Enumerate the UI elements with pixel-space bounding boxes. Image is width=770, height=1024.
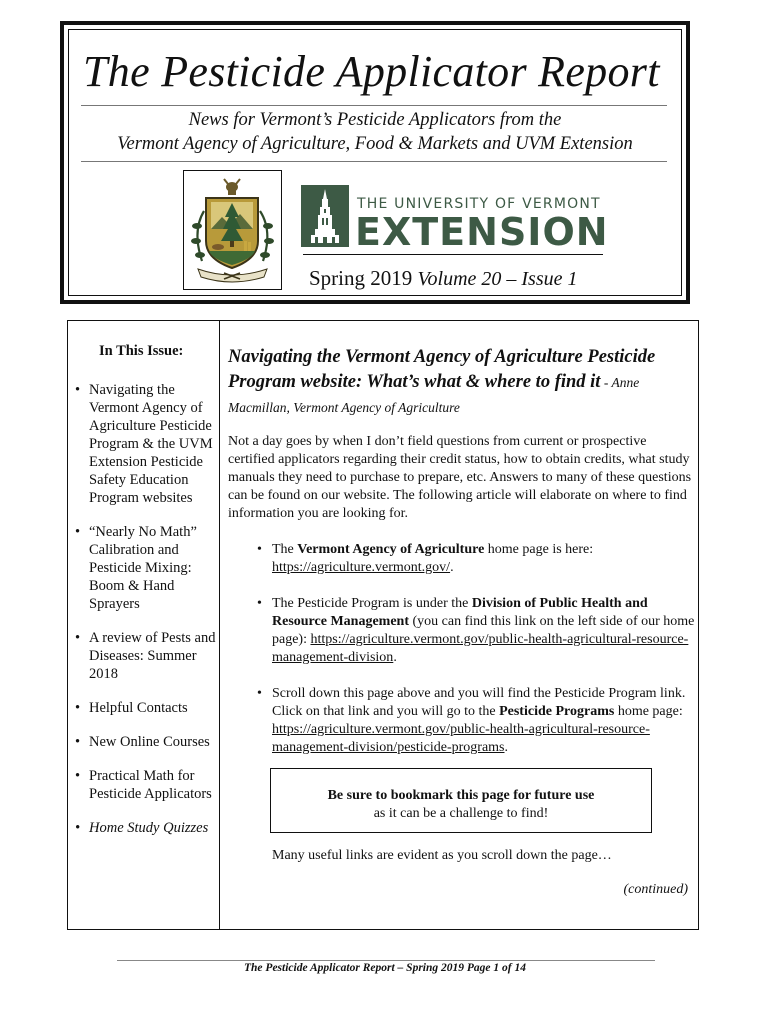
article-title-text: Navigating the Vermont Agency of Agriculture Pesticide Program website: What’s what & where to find it: [228, 347, 656, 392]
bullet2-text: The Pesticide Program is under the: [272, 596, 472, 611]
toc-item-practical-math: • Practical Math for Pesticide Applicators: [72, 767, 218, 803]
newsletter-title: The Pesticide Applicator Report: [83, 47, 660, 96]
callout-text: as it can be a challenge to find!: [373, 806, 549, 821]
toc-list: [72, 381, 218, 853]
toc-title: In This Issue:: [99, 343, 184, 359]
article-title: [228, 345, 694, 421]
subtitle-rule: [81, 161, 667, 162]
bullet3-text-after: home page:: [614, 704, 683, 719]
bullet1-text: The: [272, 542, 298, 557]
bullet-division: [272, 595, 696, 667]
bookmark-callout: [270, 768, 652, 833]
logo-rule: [303, 254, 603, 255]
subtitle-line-1: News for Vermont’s Pesticide Applicators from the: [188, 110, 562, 130]
uvm-logo-main-text: EXTENSION: [355, 210, 609, 254]
bullet2-end: .: [393, 650, 397, 665]
toc-item-nearly-no-math: • “Nearly No Math” Calibration and Pesticide Mixing: Boom & Hand Sprayers: [72, 523, 218, 613]
bullet2-text-after: (you can find this link on the left side of our home page):: [272, 614, 695, 647]
bullet-pesticide-programs: [272, 685, 696, 757]
bullet1-end: .: [450, 560, 454, 575]
toc-item-home-study: • Home Study Quizzes: [72, 819, 218, 837]
bullet2-bold: Division of Public Health and Resource Management: [272, 596, 648, 629]
masthead: [60, 21, 690, 304]
bullet3-bold: Pesticide Programs: [499, 704, 615, 719]
vermont-seal-image: [183, 170, 282, 290]
link-division-page[interactable]: https://agriculture.vermont.gov/public-health-agricultural-resource-management-division: [272, 632, 689, 665]
toc-item-pests-review: • A review of Pests and Diseases: Summer 2018: [72, 629, 218, 683]
subtitle-line-2: Vermont Agency of Agriculture, Food & Markets and UVM Extension: [117, 134, 633, 154]
toc-item-online-courses: • New Online Courses: [72, 733, 218, 751]
issue-line: [309, 266, 578, 291]
bullet1-bold: Vermont Agency of Agriculture: [297, 542, 485, 557]
vermont-seal-icon: [184, 171, 281, 289]
scroll-note: Many useful links are evident as you scroll down the page…: [272, 848, 612, 863]
content-box: [67, 320, 699, 930]
callout-bold-text: Be sure to bookmark this page for future use: [327, 788, 595, 803]
continued-label: (continued): [623, 882, 688, 897]
column-divider: [219, 321, 220, 929]
uvm-logo-top-text: THE UNIVERSITY OF VERMONT: [357, 196, 601, 212]
issue-season: Spring 2019: [309, 266, 413, 290]
article-author: - Anne Macmillan, Vermont Agency of Agriculture: [228, 374, 640, 415]
title-rule: [81, 105, 667, 106]
link-pesticide-programs[interactable]: https://agriculture.vermont.gov/public-health-agricultural-resource-management-division/pesticide-programs: [272, 722, 650, 755]
article-intro: Not a day goes by when I don’t field questions from current or prospective certified applicators regarding their credit status, how to obtain credits, what study manuals they need to purchase to prepare, etc. Answers to many of these questions can be found on our website. The following article will elaborate on where to find information you are looking for.: [228, 434, 692, 521]
bullet3-text: Scroll down this page above and you will find the Pesticide Program link. Click on that link and you will go to the: [272, 686, 686, 719]
footer-rule: [117, 960, 655, 961]
toc-item-helpful-contacts: • Helpful Contacts: [72, 699, 218, 717]
toc-item-navigating: • Navigating the Vermont Agency of Agriculture Pesticide Program & the UVM Extension Pesticide Safety Education Program websites: [72, 381, 218, 507]
bullet3-end: .: [504, 740, 508, 755]
link-agriculture-home[interactable]: https://agriculture.vermont.gov/: [272, 560, 451, 575]
bullet1-text-after: home page is here:: [484, 542, 594, 557]
issue-volume: Volume 20 – Issue 1: [417, 268, 578, 290]
masthead-inner-frame: [68, 29, 682, 296]
bullet-home-page: [272, 541, 696, 577]
page-footer: The Pesticide Applicator Report – Spring 2019 Page 1 of 14: [244, 962, 526, 974]
